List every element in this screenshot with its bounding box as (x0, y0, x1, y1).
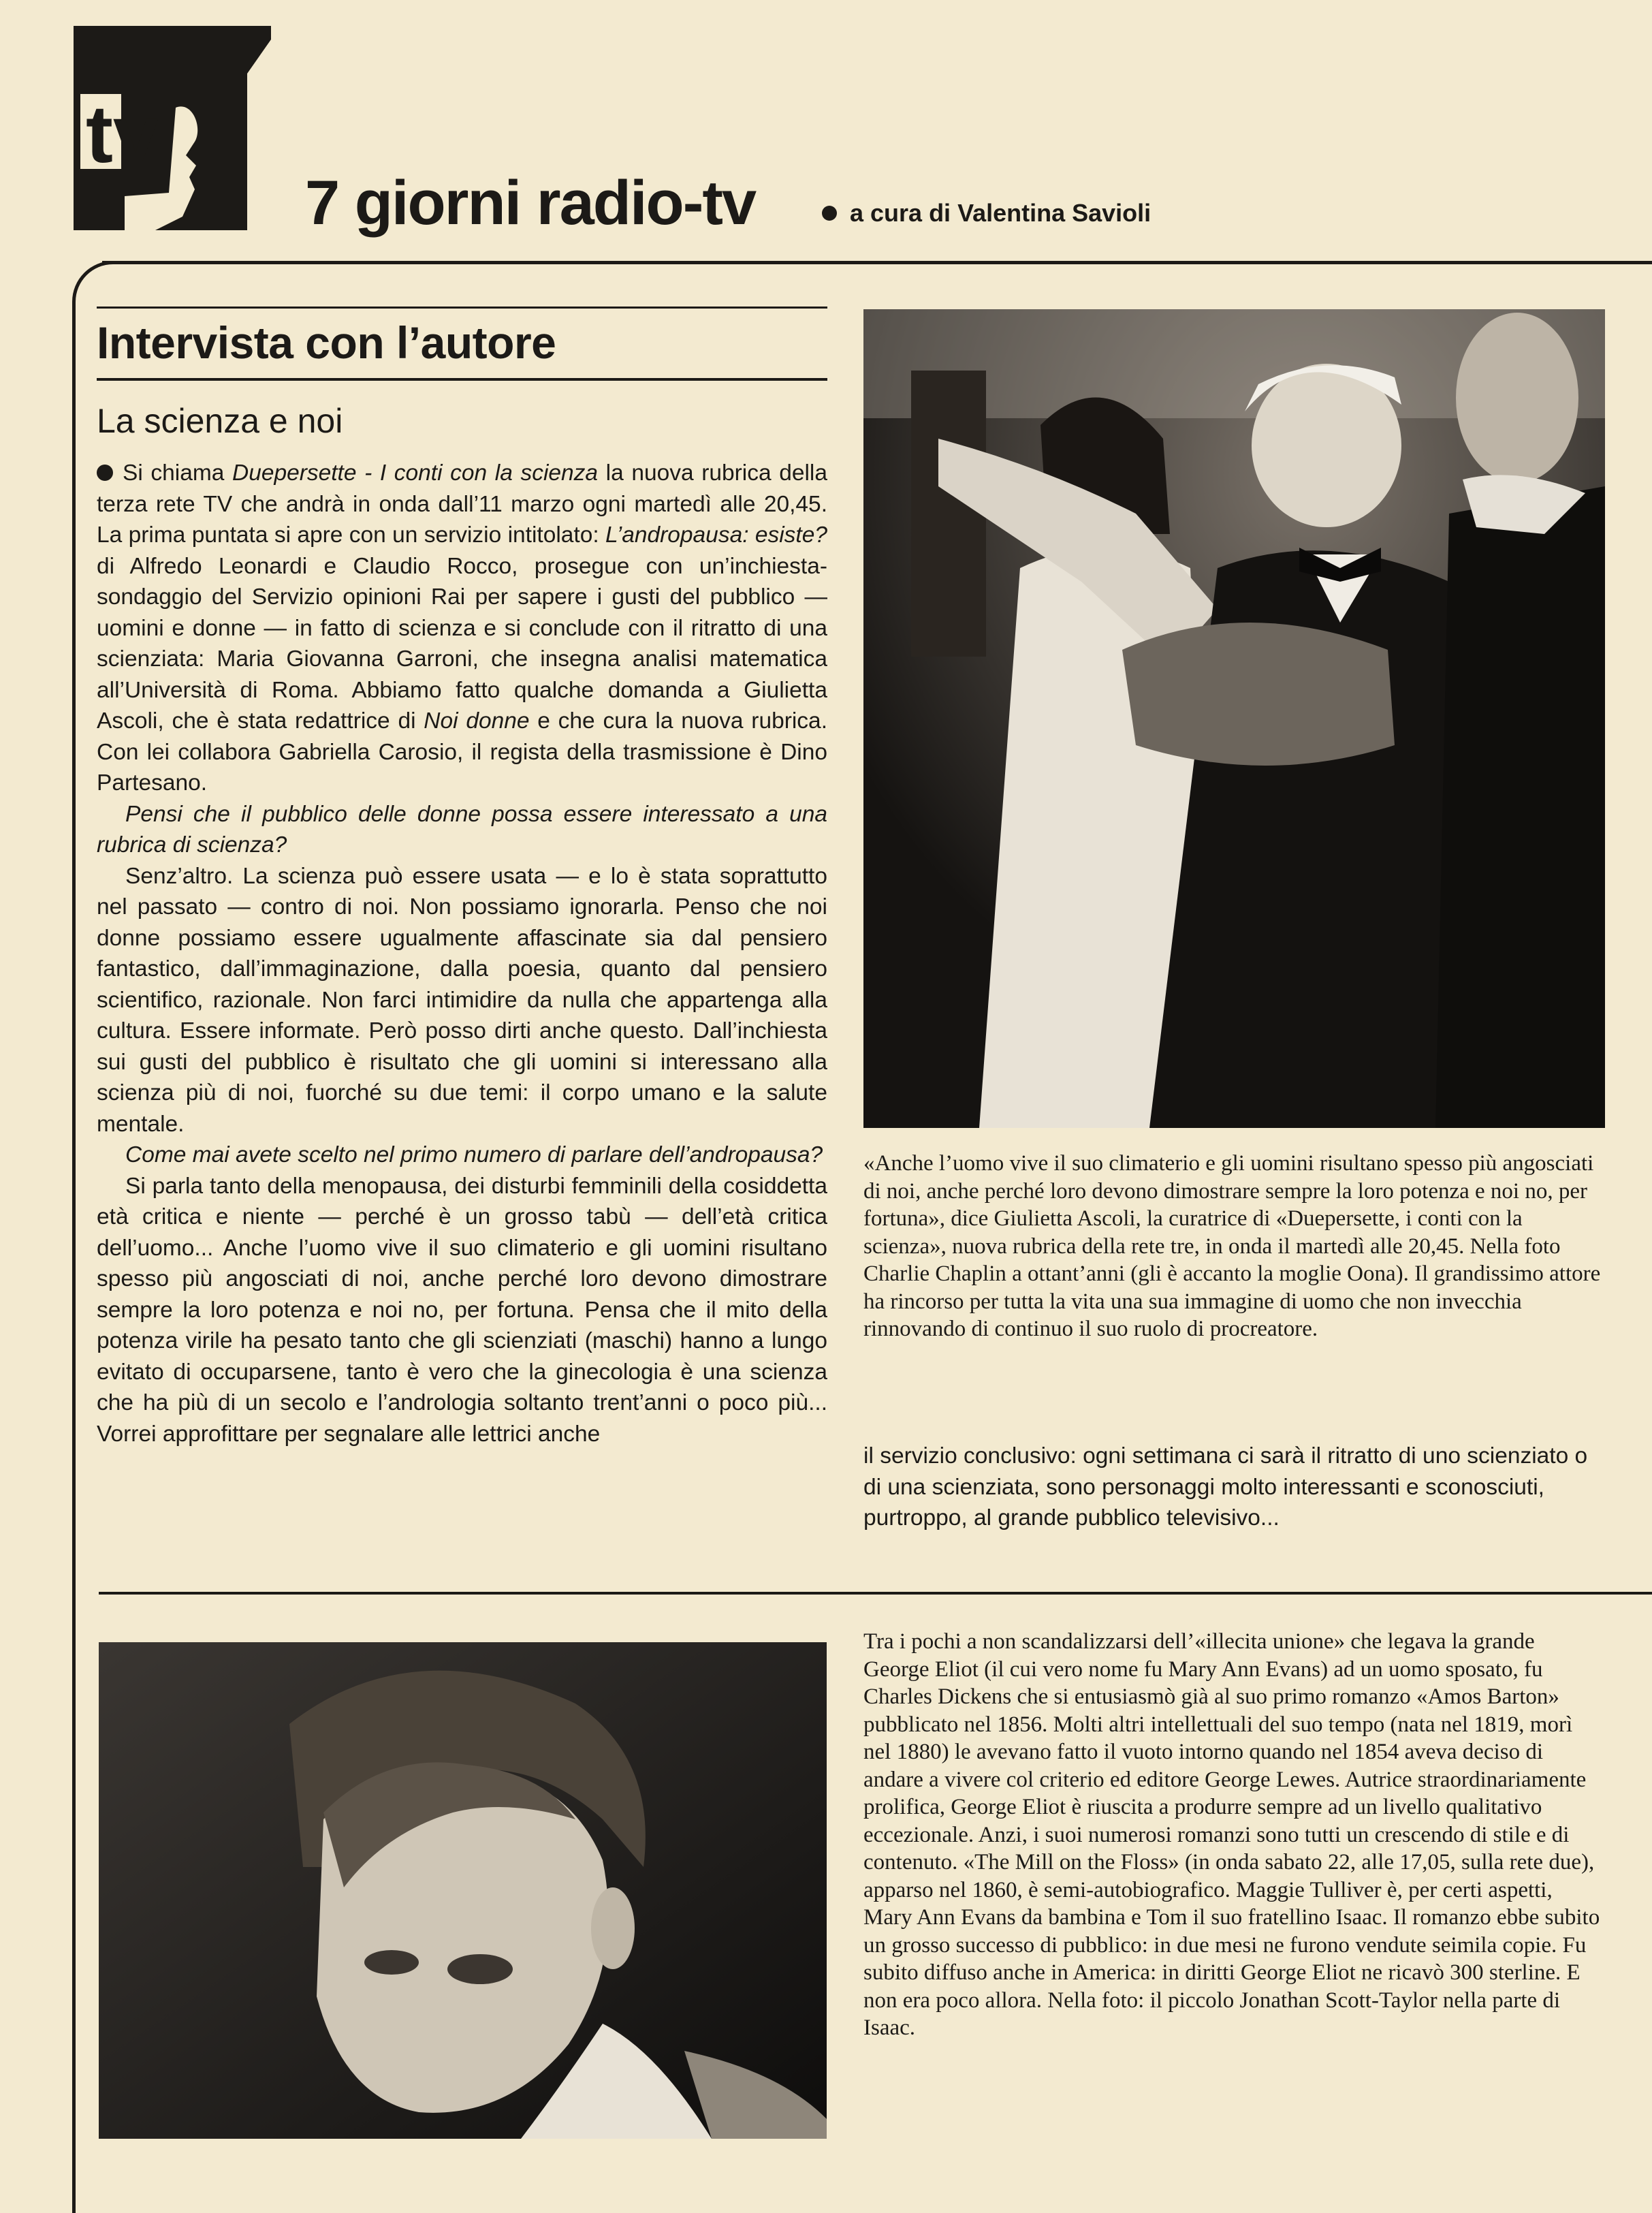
tv-logo (74, 26, 271, 230)
magazine-title: Noi donne (424, 708, 530, 734)
intro-paragraph (97, 458, 827, 799)
header-bullet (822, 206, 837, 221)
tv-logo-mark (74, 26, 271, 230)
intro-text-a: Si chiama (123, 460, 232, 486)
article-body (97, 458, 827, 1449)
answer-2: Si parla tanto della menopausa, dei disturbi femminili della cosiddetta età critica e niente — perché è un grosso tabù — dell’età critica dell’uomo... Anche l’uomo vive il suo climaterio e gli uomini risultano spesso più angosciati di noi, anche perché loro devono dimostrare sempre la loro potenza e noi no, per fortuna. Pensa che il mito della potenza virile ha pesato tanto che gli scienziati (maschi) hanno a lungo evitato di occuparsene, tanto è vero che la ginecologia è una scienza che ha più di un secolo e l’andrologia soltanto trent’anni o poco più... Vorrei approfittare per segnalare alle lettrici anche (97, 1173, 827, 1447)
intro-text-b: la nuova rubrica della terza rete TV che andrà in onda dall’11 marzo ogni martedì alle 20,45. La prima puntata si apre con un servizio intitolato: (97, 460, 827, 548)
intro-text-c: di Alfredo Leonardi e Claudio Rocco, prosegue con un’inchiesta-sondaggio del Servizio opinioni Rai per sapere i gusti del pubblico — uomini e donne — in fatto di scienza e si conclude con il ritratto di una scienziata: Maria Giovanna Garroni, che insegna analisi matematica all’Università di Roma. Abbiamo fatto qualche domanda a Giulietta Ascoli, che è stata redattrice di (97, 553, 827, 734)
question-2: Come mai avete scelto nel primo numero di parlare dell’andropausa? (125, 1142, 823, 1167)
curator-credit: a cura di Valentina Savioli (850, 199, 1151, 227)
chaplin-photo (863, 309, 1605, 1128)
bullet-dot (97, 465, 113, 481)
masthead-title: 7 giorni radio-tv (305, 168, 756, 238)
scott-taylor-photo-art (99, 1642, 827, 2139)
title-rule-bottom (97, 378, 827, 381)
scott-taylor-photo (99, 1642, 827, 2139)
article-subtitle: La scienza e noi (97, 402, 343, 440)
episode-title: L’andropausa: esiste? (605, 522, 827, 548)
header-rule (102, 261, 1652, 264)
logo-text: tv (86, 89, 159, 180)
title-rule-top (97, 307, 827, 309)
question-1: Pensi che il pubblico delle donne possa essere interessato a una rubrica di scienza? (97, 801, 827, 858)
answer-1: Senz’altro. La scienza può essere usata — e lo è stata soprattutto nel passato — contro di noi. Non possiamo ignorarla. Penso che noi donne possiamo essere ugualmente affascinate sia dal pensiero fantastico, dall’immaginazione, dalla poesia, quanto dal pensiero scientifico, razionale. Non farci intimidire da nulla che appartenga alla cultura. Essere informate. Però posso dirti anche questo. Dall’inchiesta sui gusti del pubblico è risultato che gli uomini si interessano alla scienza più di noi, fuorché su due temi: il corpo umano e la salute mentale. (97, 863, 827, 1137)
photo-caption-bottom: Tra i pochi a non scandalizzarsi dell’«illecita unione» che legava la grande George Eliot (il cui vero nome fu Mary Ann Evans) ad un uomo sposato, fu Charles Dickens che si entusiasmò già al suo primo romanzo «Amos Barton» pubblicato nel 1856. Molti altri intellettuali del suo tempo (nata nel 1819, morì nel 1880) le avevano fatto il vuoto intorno quando nel 1854 aveva deciso di andare a vivere col criterio ed editore George Lewes. Autrice straordinariamente prolifica, George Eliot è riuscita a produrre sempre ad un livello qualitativo eccezionale. Anzi, i suoi numerosi romanzi sono tutti un crescendo di stile e di contenuto. «The Mill on the Floss» (in onda sabato 22, alle 17,05, sulla rete due), apparso nel 1860, è semi-autobiografico. Maggie Tulliver è, per certi aspetti, Mary Ann Evans da bambina e Tom il suo fratellino Isaac. Il romanzo ebbe subito un grosso successo di pubblico: in due mesi ne furono vendute seimila copie. Fu subito diffuso anche in America: in diritti George Eliot ne ricavò 300 sterline. E non era poco allora. Nella foto: il piccolo Jonathan Scott-Taylor nella parte di Isaac. (863, 1629, 1600, 2040)
article-continuation: il servizio conclusivo: ogni settimana ci sarà il ritratto di uno scienziato o di una scienziata, sono personaggi molto interessanti e sconosciuti, purtroppo, al grande pubblico televisivo... (863, 1443, 1588, 1531)
program-title: Duepersette - I conti con la scienza (232, 460, 599, 486)
photo-caption-top: «Anche l’uomo vive il suo climaterio e gli uomini risultano spesso più angosciati di noi, anche perché loro devono dimostrare sempre la loro potenza e noi no, per fortuna», dice Giulietta Ascoli, la curatrice di «Duepersette, i conti con la scienza», nuova rubrica della rete tre, in onda il martedì alle 20,45. Nella foto Charlie Chaplin a ottant’anni (gli è accanto la moglie Oona). Il grandissimo attore ha rincorso per tutta la vita una sua immagine di uomo che non invecchia rinnovando di continuo il suo ruolo di procreatore. (863, 1151, 1601, 1341)
intro-text-d: e che cura la nuova rubrica. Con lei collabora Gabriella Carosio, il regista della trasmissione è Dino Partesano. (97, 708, 827, 796)
section-title: Intervista con l’autore (97, 317, 556, 368)
chaplin-photo-art (863, 309, 1605, 1128)
section-divider (99, 1592, 1652, 1595)
frame-left-rule (72, 320, 76, 2213)
